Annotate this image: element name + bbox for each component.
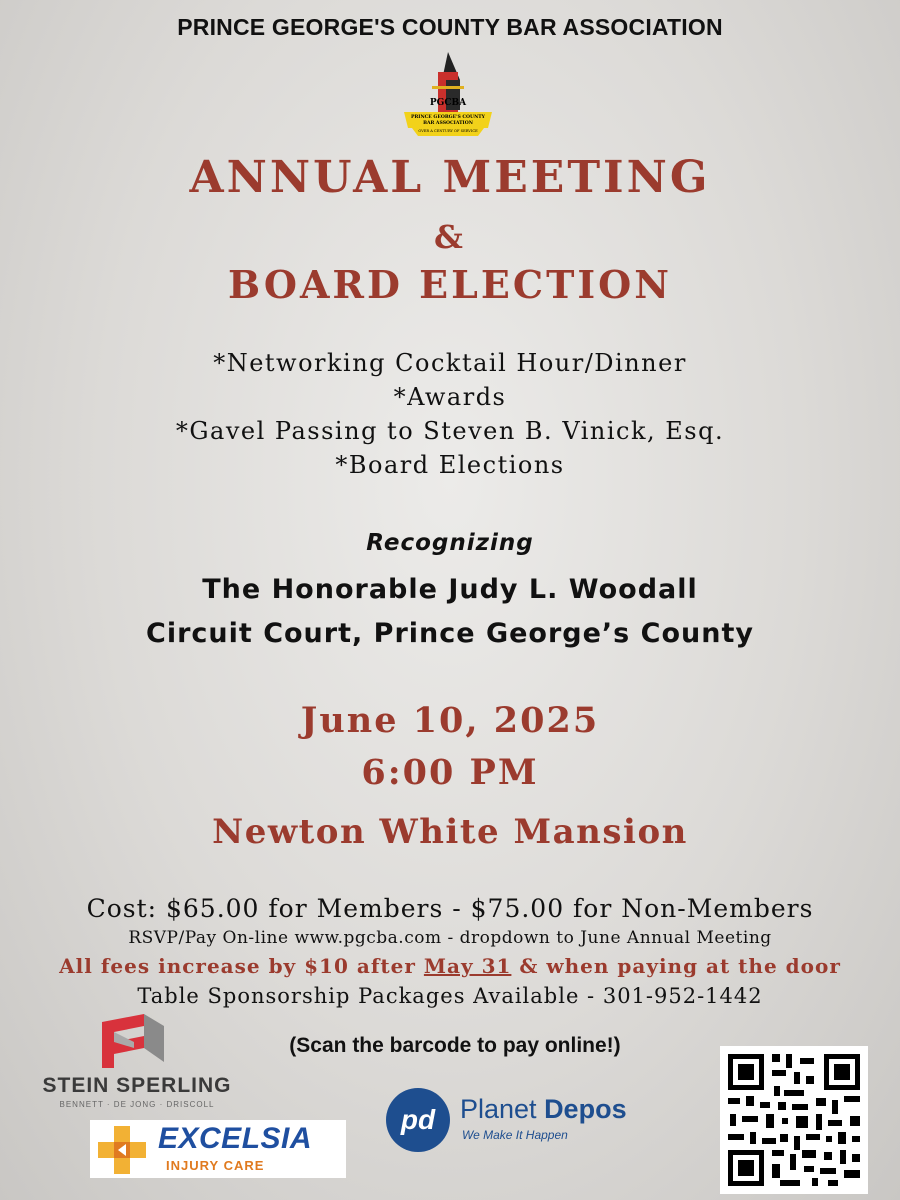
- event-datetime: [0, 695, 900, 799]
- fees-deadline: May 31: [423, 954, 512, 978]
- recognizing-label: Recognizing: [366, 530, 534, 556]
- honoree-court: Circuit Court, Prince George’s County: [146, 618, 754, 649]
- sponsorship-line: Table Sponsorship Packages Available - 301-952-1442: [137, 984, 763, 1008]
- title-ampersand: &: [434, 218, 466, 256]
- planet-depos-mark: pd: [386, 1088, 450, 1152]
- agenda-item: *Networking Cocktail Hour/Dinner: [213, 349, 687, 377]
- rsvp-line: RSVP/Pay On-line www.pgcba.com - dropdown to June Annual Meeting: [128, 928, 772, 948]
- scan-note: (Scan the barcode to pay online!): [289, 1034, 621, 1057]
- agenda-item: *Board Elections: [335, 451, 565, 479]
- fees-text-before: All fees increase by $10 after: [59, 954, 424, 978]
- stein-sperling-logo: [32, 1012, 242, 1112]
- event-date: June 10, 2025: [300, 700, 600, 741]
- stein-sperling-name: STEIN SPERLING: [42, 1074, 232, 1097]
- event-time: 6:00 PM: [361, 752, 539, 793]
- stein-sperling-subtitle: BENNETT · DE JONG · DRISCOLL: [59, 1100, 215, 1109]
- excelsia-cross-icon: [98, 1126, 146, 1174]
- stein-sperling-mark-icon: [94, 1012, 174, 1070]
- excelsia-name: EXCELSIA: [158, 1122, 313, 1155]
- excelsia-logo: [90, 1120, 346, 1178]
- excelsia-subtitle: INJURY CARE: [166, 1158, 265, 1173]
- agenda-list: [0, 346, 900, 482]
- planet-depos-logo: [386, 1086, 646, 1156]
- seal-initials: PGCBA: [429, 98, 467, 108]
- organization-name: PRINCE GEORGE'S COUNTY BAR ASSOCIATION: [177, 14, 723, 40]
- planet-depos-name: [460, 1094, 627, 1125]
- fees-notice: [0, 954, 900, 978]
- bar-association-seal: [402, 50, 494, 140]
- agenda-item: *Awards: [393, 383, 507, 411]
- event-venue: Newton White Mansion: [212, 812, 688, 852]
- agenda-item: *Gavel Passing to Steven B. Vinick, Esq.: [175, 417, 725, 445]
- honoree-block: [0, 568, 900, 656]
- seal-line3: OVER A CENTURY OF SERVICE: [418, 129, 478, 133]
- seal-line2: BAR ASSOCIATION: [423, 121, 473, 126]
- fees-text-after: & when paying at the door: [511, 954, 841, 978]
- planet-depos-name-b: Depos: [544, 1094, 627, 1124]
- planet-depos-name-a: Planet: [460, 1094, 545, 1124]
- payment-qr-code[interactable]: [720, 1046, 868, 1194]
- title-board-election: BOARD ELECTION: [228, 262, 672, 307]
- planet-depos-tagline: We Make It Happen: [462, 1128, 568, 1142]
- seal-line1: PRINCE GEORGE'S COUNTY: [411, 115, 485, 120]
- honoree-name: The Honorable Judy L. Woodall: [202, 574, 698, 605]
- title-annual-meeting: ANNUAL MEETING: [189, 152, 711, 203]
- cost-line: Cost: $65.00 for Members - $75.00 for Non-Members: [86, 894, 814, 923]
